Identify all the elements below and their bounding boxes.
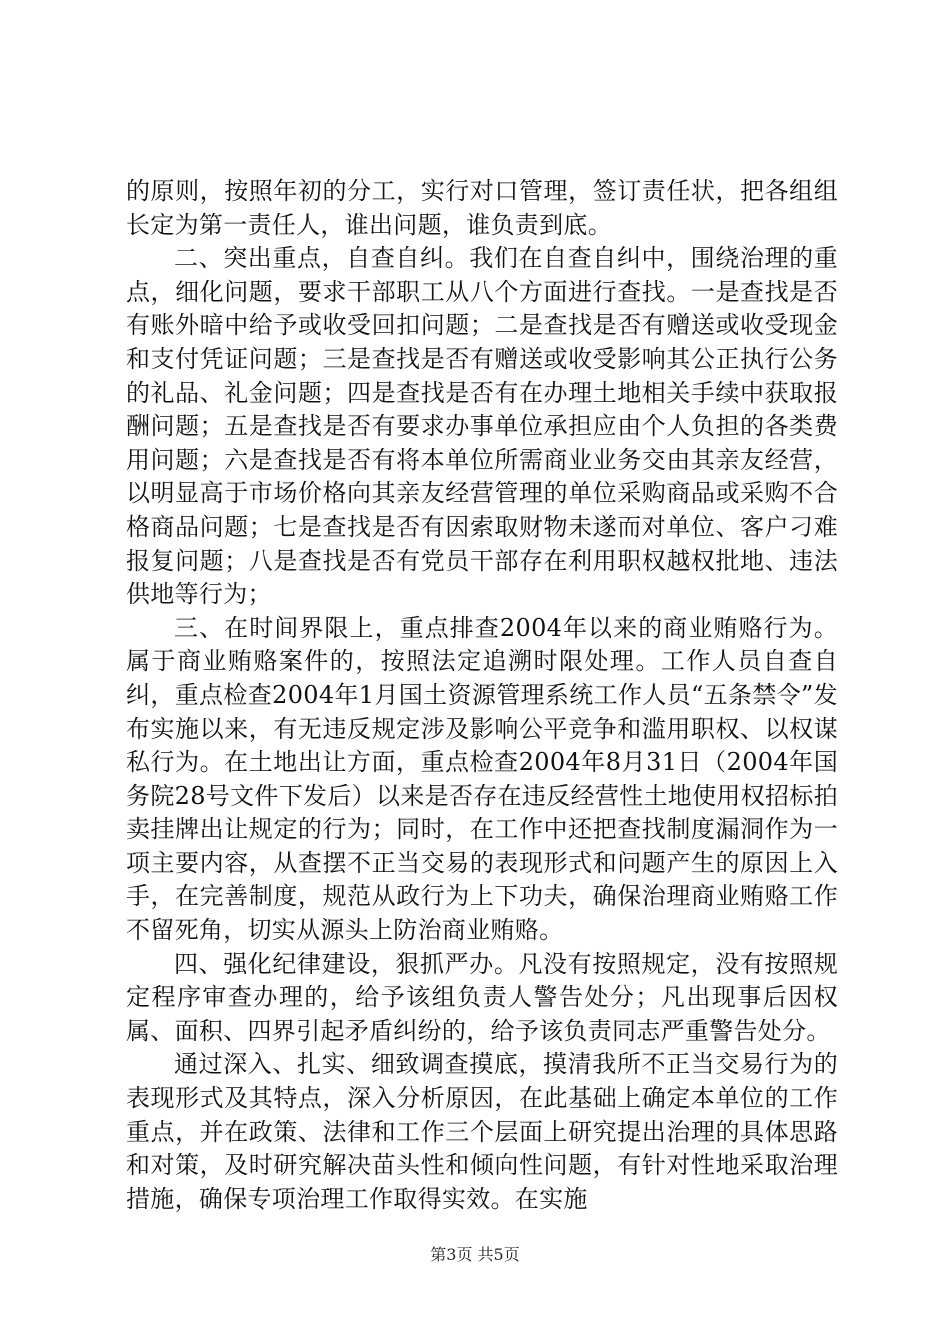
paragraph-section-four: 四、强化纪律建设，狠抓严办。凡没有按照规定，没有按照规定程序审查办理的，给予该组负责人警告处分；凡出现事后因权属、面积、四界引起矛盾纠纷的，给予该负责同志严重警告处分。 <box>126 949 838 1045</box>
paragraph-continuation: 的原则，按照年初的分工，实行对口管理，签订责任状，把各组组长定为第一责任人，谁出问题，谁负责到底。 <box>126 177 838 239</box>
paragraph-summary: 通过深入、扎实、细致调查摸底，摸清我所不正当交易行为的表现形式及其特点，深入分析原因，在此基础上确定本单位的工作重点，并在政策、法律和工作三个层面上研究提出治理的具体思路和对策，及时研究解决苗头性和倾向性问题，有针对性地采取治理措施，确保专项治理工作取得实效。在实施 <box>126 1050 838 1213</box>
document-body <box>126 175 838 1216</box>
paragraph-section-two: 二、突出重点，自查自纠。我们在自查自纠中，围绕治理的重点，细化问题，要求干部职工从八个方面进行查找。一是查找是否有账外暗中给予或收受回扣问题；二是查找是否有赠送或收受现金和支付凭证问题；三是查找是否有赠送或收受影响其公正执行公务的礼品、礼金问题；四是查找是否有在办理土地相关手续中获取报酬问题；五是查找是否有要求办事单位承担应由个人负担的各类费用问题；六是查找是否有将本单位所需商业业务交由其亲友经营，以明显高于市场价格向其亲友经营管理的单位采购商品或采购不合格商品问题；七是查找是否有因索取财物未遂而对单位、客户刁难报复问题；八是查找是否有党员干部存在利用职权越权批地、违法供地等行为； <box>126 244 838 609</box>
paragraph-section-three: 三、在时间界限上，重点排查2004年以来的商业贿赂行为。属于商业贿赂案件的，按照法定追溯时限处理。工作人员自查自纠，重点检查2004年1月国土资源管理系统工作人员“五条禁令”发布实施以来，有无违反规定涉及影响公平竞争和滥用职权、以权谋私行为。在土地出让方面，重点检查2004年8月31日（2004年国务院28号文件下发后）以来是否存在违反经营性土地使用权招标拍卖挂牌出让规定的行为；同时，在工作中还把查找制度漏洞作为一项主要内容，从查摆不正当交易的表现形式和问题产生的原因上入手，在完善制度，规范从政行为上下功夫，确保治理商业贿赂工作不留死角，切实从源头上防治商业贿赂。 <box>126 613 838 945</box>
page-number-footer: 第3页 共5页 <box>430 1245 520 1264</box>
